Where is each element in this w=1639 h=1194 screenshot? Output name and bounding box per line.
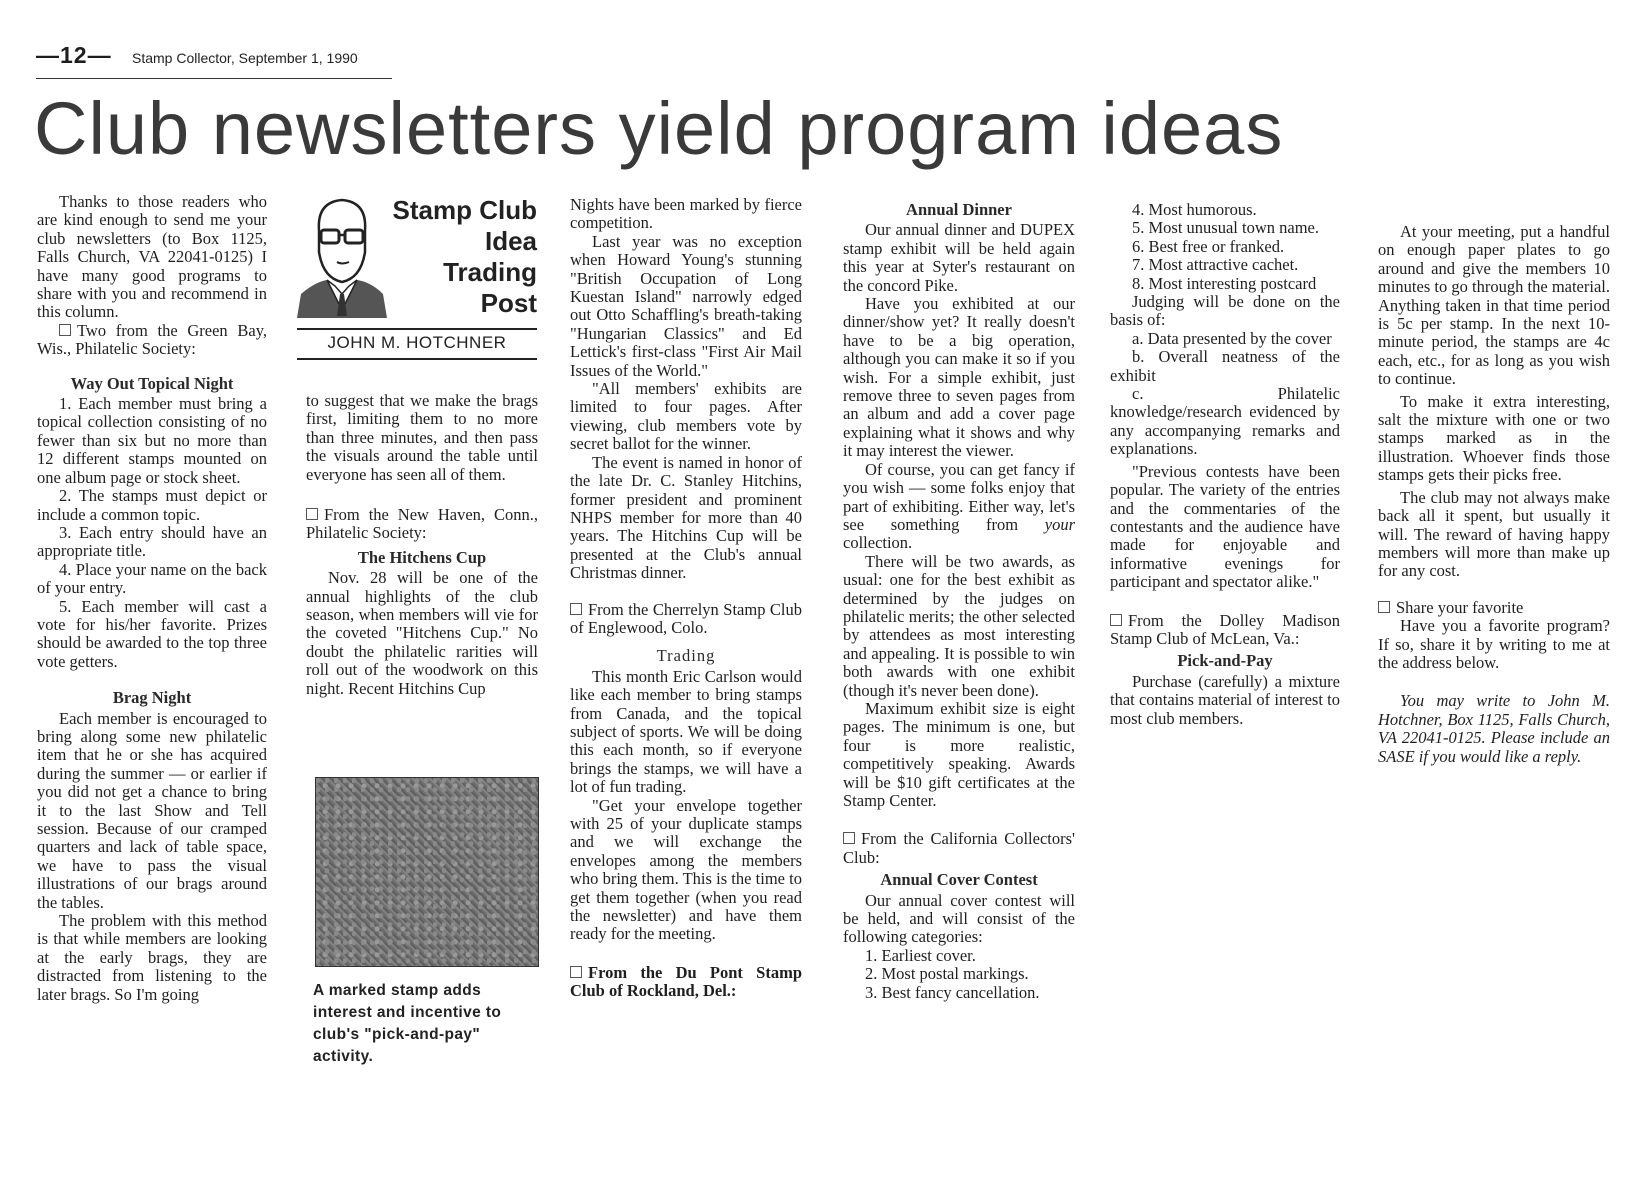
source-heading: From the Dolley Madison Stamp Club of McLean, Va.: <box>1110 610 1340 648</box>
paragraph: "Previous contests have been popular. The variety of the entries and the commentaries of the contestants and the audience have made for enjoyable and informative evenings for participant and spectator alike." <box>1110 461 1340 592</box>
column-5 <box>1110 201 1340 728</box>
subhead: Pick-and-Pay <box>1177 651 1273 671</box>
source-heading: Share your favorite <box>1378 599 1610 617</box>
column-2 <box>306 392 538 698</box>
source-heading: From the California Collectors' Club: <box>843 829 1075 867</box>
closing-note: You may write to John M. Hotchner, Box 1125, Falls Church, VA 22041-0125. Please include an SASE if you would like a reply. <box>1378 691 1610 766</box>
bullet-box-icon <box>1110 614 1122 626</box>
publication-dateline: Stamp Collector, September 1, 1990 <box>132 50 358 66</box>
source-heading: From the Du Pont Stamp Club of Rockland, Del.: <box>570 962 802 1001</box>
category-item: 3. Best fancy cancellation. <box>865 982 1040 1002</box>
author-portrait-icon <box>297 190 387 318</box>
column-6 <box>1378 223 1610 766</box>
column-3 <box>570 196 802 1001</box>
column-4 <box>843 201 1075 1002</box>
rule-item: 3. Each entry should have an appropriate title. <box>37 522 267 561</box>
paragraph: The club may not always make back all it spent, but usually it will. The reward of having happy members will more than make up for any cost. <box>1378 487 1610 581</box>
bullet-box-icon <box>306 508 318 520</box>
paragraph: There will be two awards, as usual: one for the best exhibit as determined by the judges on philatelic merits; the other selected by attendees as most interesting and appealing. It is possible to win both awards with one exhibit (though it's never been done). <box>843 551 1075 700</box>
bullet-box-icon <box>59 324 71 336</box>
paragraph: Nov. 28 will be one of the annual highlights of the club season, when members will vie for the coveted "Hitchens Cup." No doubt the philatelic rarities will roll out of the woodwork on this night. Recent Hitchins Cup <box>306 568 538 698</box>
marked-stamp-photo <box>315 777 539 967</box>
photo-caption: A marked stamp adds interest and incentive to club's "pick-and-pay" activity. <box>313 982 502 1065</box>
paragraph: Have you exhibited at our dinner/show yet? It really doesn't have to be a big operation, although you can make it so if you wish. For a simple exhibit, just remove three to seven pages from an album and add a cover page explaining what it shows and why it may interest the viewer. <box>843 294 1075 461</box>
subhead: Trading <box>656 646 716 666</box>
intro-paragraph: Thanks to those readers who are kind enough to send me your club newsletters (to Box 1125, Falls Church, VA 22041-0125) I have many good programs to share with you and recommend in this column. <box>37 192 267 322</box>
paragraph: The problem with this method is that while members are looking at the early brags, they are distracted from listening to the later brags. So I'm going <box>37 911 267 1004</box>
paragraph: At your meeting, put a handful on enough paper plates to go around and give the members 10 minutes to go through the material. Anything taken in that time period is 5c per stamp. In the next 10-minute period, the stamps are 4c each, etc., for as long as you wish to continue. <box>1378 222 1610 389</box>
criteria-item: b. Overall neatness of the exhibit <box>1110 347 1340 385</box>
column-1 <box>37 193 267 1004</box>
paragraph: Our annual dinner and DUPEX stamp exhibit will be held again this year at Syter's restaurant on the concord Pike. <box>843 220 1075 295</box>
bullet-box-icon <box>1378 601 1390 613</box>
paragraph: Of course, you can get fancy if you wish — some folks enjoy that part of exhibiting. Either way, let's see something from your collection. <box>843 459 1075 553</box>
paragraph: Last year was no exception when Howard Young's stunning "British Occupation of Long Kuestan Island" narrowly edged out Otto Schaffling's breath-taking "Hungarian Classics" and Ed Lettick's first-class "First Air Mail Issues of the World." <box>570 231 802 380</box>
column-logo <box>297 190 537 360</box>
category-item: 4. Most humorous. <box>1132 200 1257 219</box>
paragraph: The event is named in honor of the late Dr. C. Stanley Hitchins, former president and prominent NHPS member for more than 40 years. The Hitchins Cup will be presented at the Club's annual Christmas dinner. <box>570 452 802 583</box>
subhead: Annual Dinner <box>906 200 1012 219</box>
masthead <box>36 40 392 79</box>
rule-item: 1. Each member must bring a topical collection consisting of no fewer than six but no more than 12 different stamps mounted on one album page or stock sheet. <box>37 394 267 487</box>
divider <box>297 328 537 330</box>
page-number: —12— <box>36 42 112 68</box>
rule-item: 5. Each member will cast a vote for his/her favorite. Prizes should be awarded to the top three vote getters. <box>37 596 267 671</box>
category-item: 6. Best free or franked. <box>1132 236 1285 256</box>
paragraph: Maximum exhibit size is eight pages. The minimum is one, but four is more realistic, competitively speaking. Awards will be $10 gift certificates at the Stamp Center. <box>843 698 1075 810</box>
paragraph: Nights have been marked by fierce competition. <box>570 195 802 233</box>
criteria-item: c. Philatelic knowledge/research evidenced by any accompanying remarks and explanations. <box>1110 384 1340 459</box>
subhead: The Hitchens Cup <box>357 547 487 567</box>
bullet-box-icon <box>843 832 855 844</box>
paragraph: Our annual cover contest will be held, and will consist of the following categories: <box>843 890 1075 947</box>
category-item: 2. Most postal markings. <box>865 964 1029 984</box>
subhead: Brag Night <box>112 688 192 708</box>
bullet-box-icon <box>570 603 582 615</box>
category-item: 1. Earliest cover. <box>865 945 976 965</box>
source-heading: Two from the Green Bay, Wis., Philatelic Society: <box>37 320 267 359</box>
subhead: Way Out Topical Night <box>70 373 234 393</box>
divider <box>297 358 537 360</box>
paragraph: "Get your envelope together with 25 of your duplicate stamps and we will exchange the envelopes among the members who bring them. This is the time to get them together (when you read the newsletter) and have them ready for the meeting. <box>570 795 802 944</box>
column-title: Stamp Club Idea Trading Post <box>392 195 537 318</box>
category-item: 8. Most interesting postcard <box>1132 273 1317 293</box>
paragraph: "All members' exhibits are limited to four pages. After viewing, club members vote by secret ballot for the winner. <box>570 379 802 454</box>
source-heading: From the Cherrelyn Stamp Club of Englewood, Colo. <box>570 599 802 637</box>
category-item: 7. Most attractive cachet. <box>1132 255 1299 275</box>
rule-item: 4. Place your name on the back of your entry. <box>37 559 267 598</box>
rule-item: 2. The stamps must depict or include a common topic. <box>37 486 267 524</box>
headline: Club newsletters yield program ideas <box>34 87 1284 170</box>
paragraph: To make it extra interesting, salt the mixture with one or two stamps marked as in the illustration. Whoever finds those stamps gets their picks free. <box>1378 391 1610 485</box>
bullet-box-icon <box>570 966 582 978</box>
paragraph: This month Eric Carlson would like each member to bring stamps from Canada, and the topical subject of sports. We will be doing this each month, so if everyone brings the stamps, we will have a lot of fun trading. <box>570 666 802 797</box>
source-heading: From the New Haven, Conn., Philatelic Society: <box>306 505 538 543</box>
author-byline: JOHN M. HOTCHNER <box>327 333 507 352</box>
category-item: 5. Most unusual town name. <box>1132 218 1319 238</box>
criteria-item: a. Data presented by the cover <box>1132 328 1332 348</box>
paragraph: Judging will be done on the basis of: <box>1110 292 1340 330</box>
paragraph: Each member is encouraged to bring along some new philatelic item that he or she has acquired during the summer — or earlier if you did not get a chance to bring it to the last Show and Tell session. Because of our cramped quarters and lack of table space, we have to pass the visual illustrations of our brags around the tables. <box>37 708 267 912</box>
paragraph: Purchase (carefully) a mixture that contains material of interest to most club members. <box>1110 671 1340 728</box>
paragraph: Have you a favorite program? If so, share it by writing to me at the address below. <box>1378 616 1610 672</box>
paragraph: to suggest that we make the brags first, limiting them to no more than three minutes, and then pass the visuals around the table until everyone has seen all of them. <box>306 391 538 484</box>
subhead: Annual Cover Contest <box>880 870 1038 890</box>
